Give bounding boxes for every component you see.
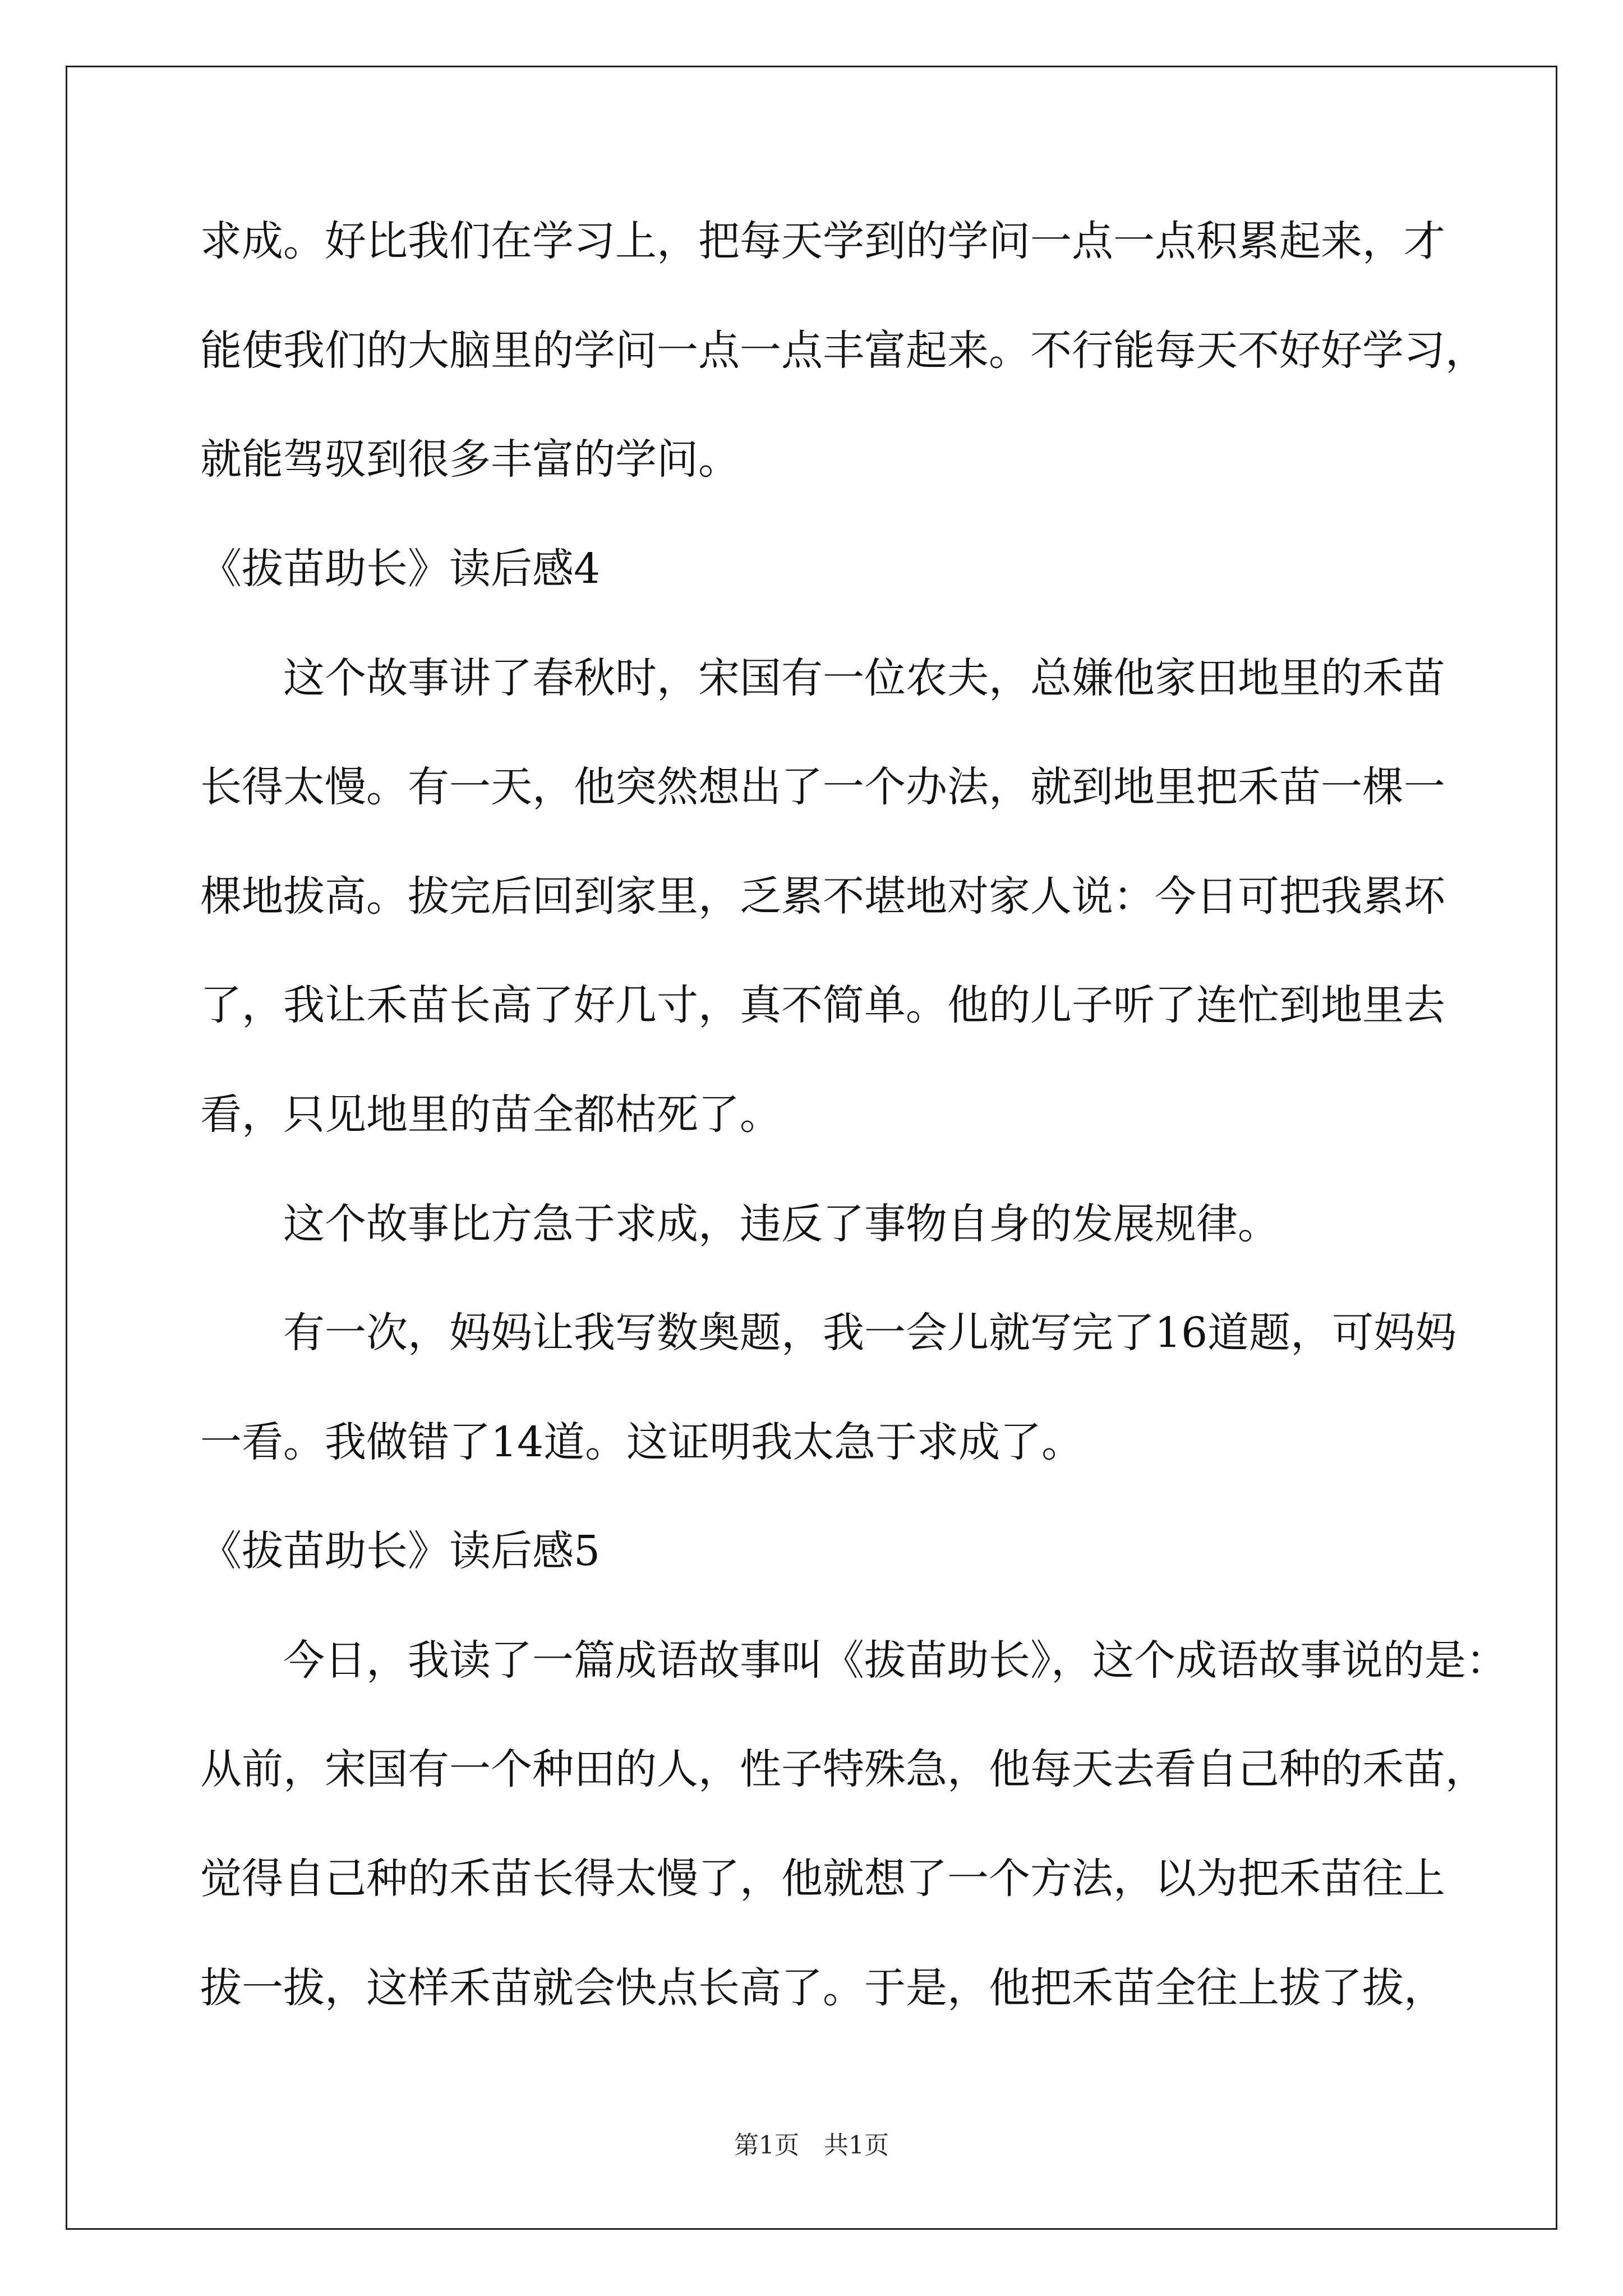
section-heading: 《拔苗助长》读后感4 bbox=[200, 545, 601, 593]
paragraph-line: 觉得自己种的禾苗长得太慢了，他就想了一个方法，以为把禾苗往上 bbox=[200, 1855, 1445, 1903]
paragraph-line: 今日，我读了一篇成语故事叫《拔苗助长》，这个成语故事说的是： bbox=[283, 1636, 1507, 1685]
paragraph-line: 一看。我做错了14道。这证明我太急于求成了。 bbox=[200, 1418, 1083, 1466]
paragraph-line: 能使我们的大脑里的学问一点一点丰富起来。不行能每天不好好学习， bbox=[200, 326, 1487, 375]
paragraph-line: 长得太慢。有一天，他突然想出了一个办法，就到地里把禾苗一棵一 bbox=[200, 763, 1445, 811]
paragraph-line: 从前，宋国有一个种田的人，性子特殊急，他每天去看自己种的禾苗， bbox=[200, 1745, 1487, 1793]
paragraph-line: 棵地拔高。拔完后回到家里，乏累不堪地对家人说：今日可把我累坏 bbox=[200, 872, 1445, 921]
paragraph-line: 了，我让禾苗长高了好几寸，真不简单。他的儿子听了连忙到地里去 bbox=[200, 981, 1445, 1029]
paragraph-line: 看，只见地里的苗全都枯死了。 bbox=[200, 1091, 781, 1139]
paragraph-line: 有一次，妈妈让我写数奥题，我一会儿就写完了16道题，可妈妈 bbox=[283, 1309, 1457, 1357]
paragraph-line: 拔一拔，这样禾苗就会快点长高了。于是，他把禾苗全往上拔了拔， bbox=[200, 1964, 1445, 2012]
paragraph-line: 这个故事讲了春秋时，宋国有一位农夫，总嫌他家田地里的禾苗 bbox=[283, 654, 1445, 702]
paragraph-line: 这个故事比方急于求成，违反了事物自身的发展规律。 bbox=[283, 1200, 1279, 1248]
page-footer: 第1页 共1页 bbox=[734, 2131, 889, 2160]
paragraph-line: 就能驾驭到很多丰富的学问。 bbox=[200, 435, 740, 484]
section-heading: 《拔苗助长》读后感5 bbox=[200, 1527, 601, 1575]
paragraph-line: 求成。好比我们在学习上，把每天学到的学问一点一点积累起来，才 bbox=[200, 217, 1445, 265]
